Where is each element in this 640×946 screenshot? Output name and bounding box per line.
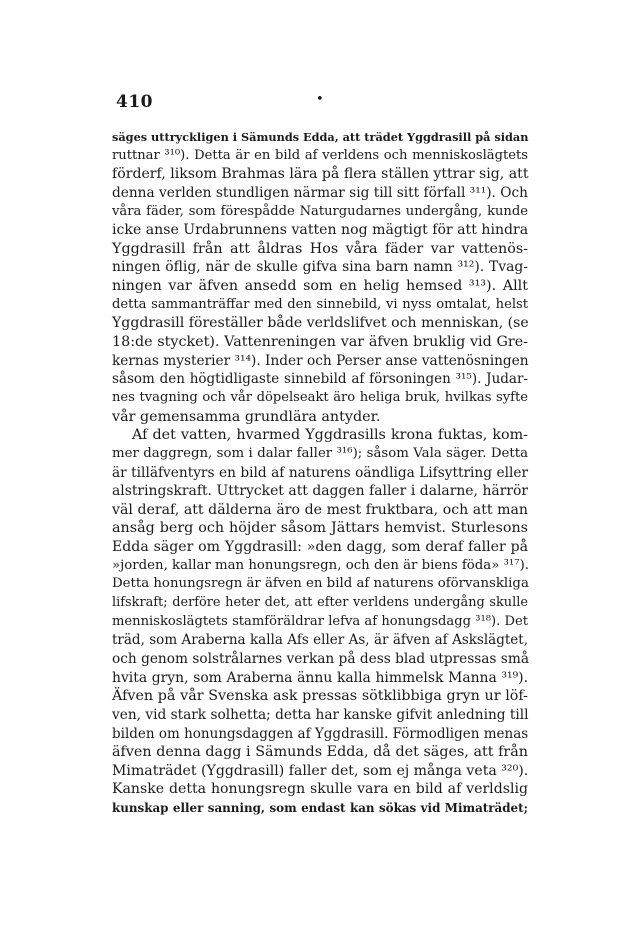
text-line: träd, som Araberna kalla Afs eller As, är äfven af Askslägtet,	[112, 632, 528, 649]
text-line: ruttnar ³¹⁰). Detta är en bild af verldens och menniskoslägtets	[112, 147, 528, 163]
text-line: äfven denna dagg i Sämunds Edda, då det säges, att från	[112, 744, 528, 761]
text-line: ningen var äfven ansedd som en helig hemsed ³¹³). Allt	[112, 278, 528, 295]
text-line: nes tvagning och vår döpelseakt äro heliga bruk, hvilkas syfte	[112, 389, 528, 405]
text-line: ningen öflig, när de skulle gifva sina barn namn ³¹²). Tvag-	[112, 259, 528, 276]
text-line: 18:de stycket). Vattenreningen var äfven bruklig vid Gre-	[112, 334, 528, 351]
body-text	[112, 128, 528, 818]
text-line: väl deraf, att dälderna äro de mest fruktbara, och att man	[112, 501, 528, 518]
text-line: Äfven på vår Svenska ask pressas sötklibbiga gryn ur löf-	[112, 688, 528, 705]
text-line: mer daggregn, som i dalar faller ³¹⁶); såsom Vala säger. Detta	[112, 445, 528, 461]
text-line: denna verlden stundligen närmar sig till sitt förfall ³¹¹). Och	[112, 184, 528, 201]
text-line: kunskap eller sanning, som endast kan sökas vid Mimaträdet;	[112, 801, 528, 816]
text-line: förderf, liksom Brahmas lära på flera ställen yttrar sig, att	[112, 166, 529, 183]
page-number: 410	[116, 92, 153, 112]
printer-mark: •	[316, 92, 324, 107]
text-line: Yggdrasill från att åldras Hos våra fäder var vattenös-	[112, 240, 528, 257]
text-line: menniskoslägtets stamföräldrar lefva af honungsdagg ³¹⁸). Det	[112, 613, 528, 629]
paragraph-end-line: vår gemensamma grundlära antyder.	[112, 408, 381, 425]
text-line: lifskraft; derföre heter det, att efter verldens undergång skulle	[112, 595, 528, 611]
text-line: kernas mysterier ³¹⁴). Inder och Perser anse vattenösningen	[112, 352, 529, 369]
text-line: är tilläfventyrs en bild af naturens oändliga Lifsyttring eller	[112, 464, 528, 481]
text-line: säges uttryckligen i Sämunds Edda, att trädet Yggdrasill på sidan	[112, 130, 529, 144]
text-line: Edda säger om Yggdrasill: »den dagg, som deraf faller på	[112, 539, 528, 556]
text-line: Mimaträdet (Yggdrasill) faller det, som ej många veta ³²⁰).	[112, 762, 529, 779]
text-line: ven, vid stark solhetta; detta har kanske gifvit anledning till	[112, 706, 529, 723]
text-line: våra fäder, som förespådde Naturgudarnes undergång, kunde	[112, 203, 528, 219]
text-line: Kanske detta honungsregn skulle vara en bild af verldslig	[112, 781, 528, 798]
text-line: hvita gryn, som Araberna ännu kalla himmelsk Manna ³¹⁹).	[112, 669, 528, 686]
text-line: alstringskraft. Uttrycket att daggen faller i dalarne, härrör	[112, 483, 528, 500]
text-line: såsom den högtidligaste sinnebild af försoningen ³¹⁵). Judar-	[112, 371, 528, 388]
text-line: detta sammanträffar med den sinnebild, vi nyss omtalat, helst	[112, 296, 528, 312]
text-line: Detta honungsregn är äfven en bild af naturens oförvanskliga	[112, 576, 529, 592]
text-line: icke anse Urdabrunnens vatten nog mägtigt för att hindra	[112, 222, 529, 239]
text-line: ansåg berg och höjder såsom Jättars hemvist. Sturlesons	[112, 520, 528, 537]
text-line: och genom solstrålarnes verkan på dess blad utpressas små	[112, 650, 529, 667]
text-line: bilden om honungsdaggen af Yggdrasill. Förmodligen menas	[112, 725, 529, 742]
text-line: Yggdrasill föreställer både verldslifvet och menniskan, (se	[112, 315, 529, 332]
paragraph-start-line: Af det vatten, hvarmed Yggdrasills krona fuktas, kom-	[132, 427, 528, 444]
text-line: »jorden, kallar man honungsregn, och den är biens föda» ³¹⁷).	[112, 557, 530, 573]
